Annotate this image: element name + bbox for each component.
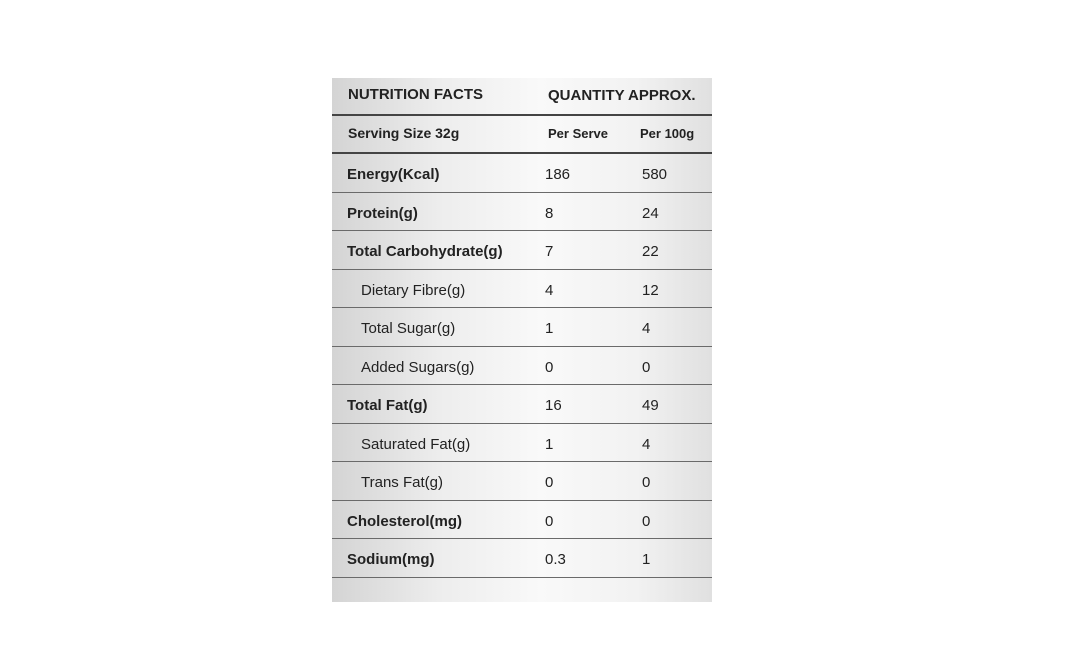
- per-serve-value: 186: [545, 166, 571, 183]
- table-row: [332, 347, 712, 386]
- table-row: [332, 308, 712, 347]
- nutrient-name: Dietary Fibre(g): [361, 281, 466, 299]
- nutrient-name: Total Fat(g): [347, 397, 428, 414]
- nutrient-name: Saturated Fat(g): [361, 435, 471, 453]
- per-serve-heading: Per Serve: [548, 126, 608, 141]
- label-header: [332, 78, 712, 116]
- table-row: [332, 270, 712, 309]
- per-100g-heading: Per 100g: [640, 126, 695, 141]
- nutrient-name: Sodium(mg): [347, 551, 435, 568]
- per-100g-value: 0: [642, 512, 651, 530]
- serving-size: Serving Size 32g: [348, 125, 460, 141]
- per-serve-value: 1: [545, 320, 554, 337]
- per-serve-value: 0: [545, 358, 554, 376]
- nutrient-name: Total Sugar(g): [361, 320, 456, 337]
- nutrient-name: Trans Fat(g): [361, 474, 443, 491]
- table-row: [332, 462, 712, 501]
- nutrient-rows: [332, 154, 712, 578]
- per-100g-value: 0: [642, 474, 651, 491]
- table-row: [332, 385, 712, 424]
- per-100g-value: 4: [642, 320, 651, 337]
- per-100g-value: 24: [642, 204, 659, 222]
- nutrition-label: [332, 78, 712, 602]
- per-100g-value: 1: [642, 551, 651, 568]
- per-100g-value: 580: [642, 166, 668, 183]
- quantity-heading: QUANTITY APPROX.: [548, 87, 696, 104]
- nutrient-name: Cholesterol(mg): [347, 512, 463, 530]
- per-serve-value: 0.3: [545, 551, 566, 568]
- per-serve-value: 0: [545, 512, 554, 530]
- per-serve-value: 8: [545, 204, 554, 222]
- nutrient-name: Total Carbohydrate(g): [347, 243, 503, 260]
- table-row: [332, 193, 712, 232]
- serving-row: [332, 116, 712, 154]
- table-row: [332, 539, 712, 578]
- per-100g-value: 4: [642, 435, 651, 453]
- per-100g-value: 0: [642, 358, 651, 376]
- per-serve-value: 7: [545, 243, 554, 260]
- per-100g-value: 22: [642, 243, 659, 260]
- table-row: [332, 154, 712, 193]
- table-row: [332, 424, 712, 463]
- nutrient-name: Protein(g): [347, 204, 418, 222]
- table-row: [332, 501, 712, 540]
- per-serve-value: 4: [545, 281, 554, 299]
- per-serve-value: 0: [545, 474, 554, 491]
- per-serve-value: 1: [545, 435, 554, 453]
- nutrient-name: Energy(Kcal): [347, 166, 440, 183]
- nutrient-name: Added Sugars(g): [361, 358, 475, 376]
- per-100g-value: 49: [642, 397, 659, 414]
- per-serve-value: 16: [545, 397, 562, 414]
- label-title: NUTRITION FACTS: [348, 86, 483, 103]
- per-100g-value: 12: [642, 281, 659, 299]
- table-row: [332, 231, 712, 270]
